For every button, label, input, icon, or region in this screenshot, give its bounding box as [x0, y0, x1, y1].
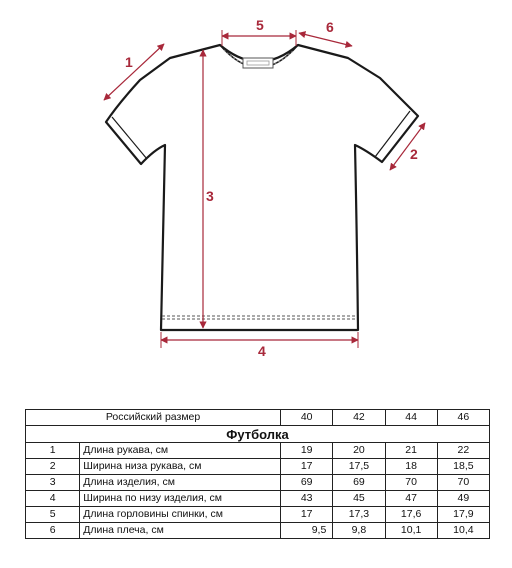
measure-label-3: 3: [206, 188, 214, 204]
row-value: 17,5: [333, 459, 385, 475]
size-col-42: 42: [333, 410, 385, 426]
size-col-40: 40: [281, 410, 333, 426]
measure-label-2: 2: [410, 146, 418, 162]
row-value: 19: [281, 443, 333, 459]
row-label: Ширина низа рукава, см: [80, 459, 281, 475]
table-row: [26, 507, 490, 523]
row-label: Длина горловины спинки, см: [80, 507, 281, 523]
table-row: [26, 491, 490, 507]
row-value: 9,8: [333, 523, 385, 539]
row-value: 18: [385, 459, 437, 475]
row-value: 21: [385, 443, 437, 459]
table-row: [26, 443, 490, 459]
size-chart-table: [25, 409, 490, 539]
row-value: 10,1: [385, 523, 437, 539]
table-row: [26, 475, 490, 491]
tshirt-outline: [106, 45, 418, 330]
table-row: [26, 459, 490, 475]
row-value: 70: [385, 475, 437, 491]
section-title: Футболка: [26, 426, 490, 443]
measure-label-6: 6: [326, 19, 334, 35]
row-value: 43: [281, 491, 333, 507]
section-title-row: [26, 426, 490, 443]
measure-label-1: 1: [125, 54, 133, 70]
measure-label-4: 4: [258, 343, 266, 359]
row-value: 69: [281, 475, 333, 491]
size-col-44: 44: [385, 410, 437, 426]
row-number: 4: [26, 491, 80, 507]
row-number: 6: [26, 523, 80, 539]
size-col-46: 46: [437, 410, 489, 426]
row-value: 17: [281, 507, 333, 523]
row-value: 22: [437, 443, 489, 459]
row-number: 1: [26, 443, 80, 459]
row-value: 47: [385, 491, 437, 507]
row-value: 17: [281, 459, 333, 475]
row-label: Длина изделия, см: [80, 475, 281, 491]
size-header-label: Российский размер: [26, 410, 281, 426]
row-value: 17,3: [333, 507, 385, 523]
row-value: 17,9: [437, 507, 489, 523]
row-value: 17,6: [385, 507, 437, 523]
row-value: 20: [333, 443, 385, 459]
row-value: 9,5: [281, 523, 333, 539]
row-value: 69: [333, 475, 385, 491]
neck-label: [243, 58, 273, 68]
size-header-row: [26, 410, 490, 426]
row-label: Длина плеча, см: [80, 523, 281, 539]
row-value: 10,4: [437, 523, 489, 539]
row-value: 45: [333, 491, 385, 507]
row-label: Длина рукава, см: [80, 443, 281, 459]
row-value: 70: [437, 475, 489, 491]
measure-label-5: 5: [256, 17, 264, 33]
row-value: 49: [437, 491, 489, 507]
row-number: 2: [26, 459, 80, 475]
row-number: 3: [26, 475, 80, 491]
row-number: 5: [26, 507, 80, 523]
table-row: [26, 523, 490, 539]
row-value: 18,5: [437, 459, 489, 475]
row-label: Ширина по низу изделия, см: [80, 491, 281, 507]
